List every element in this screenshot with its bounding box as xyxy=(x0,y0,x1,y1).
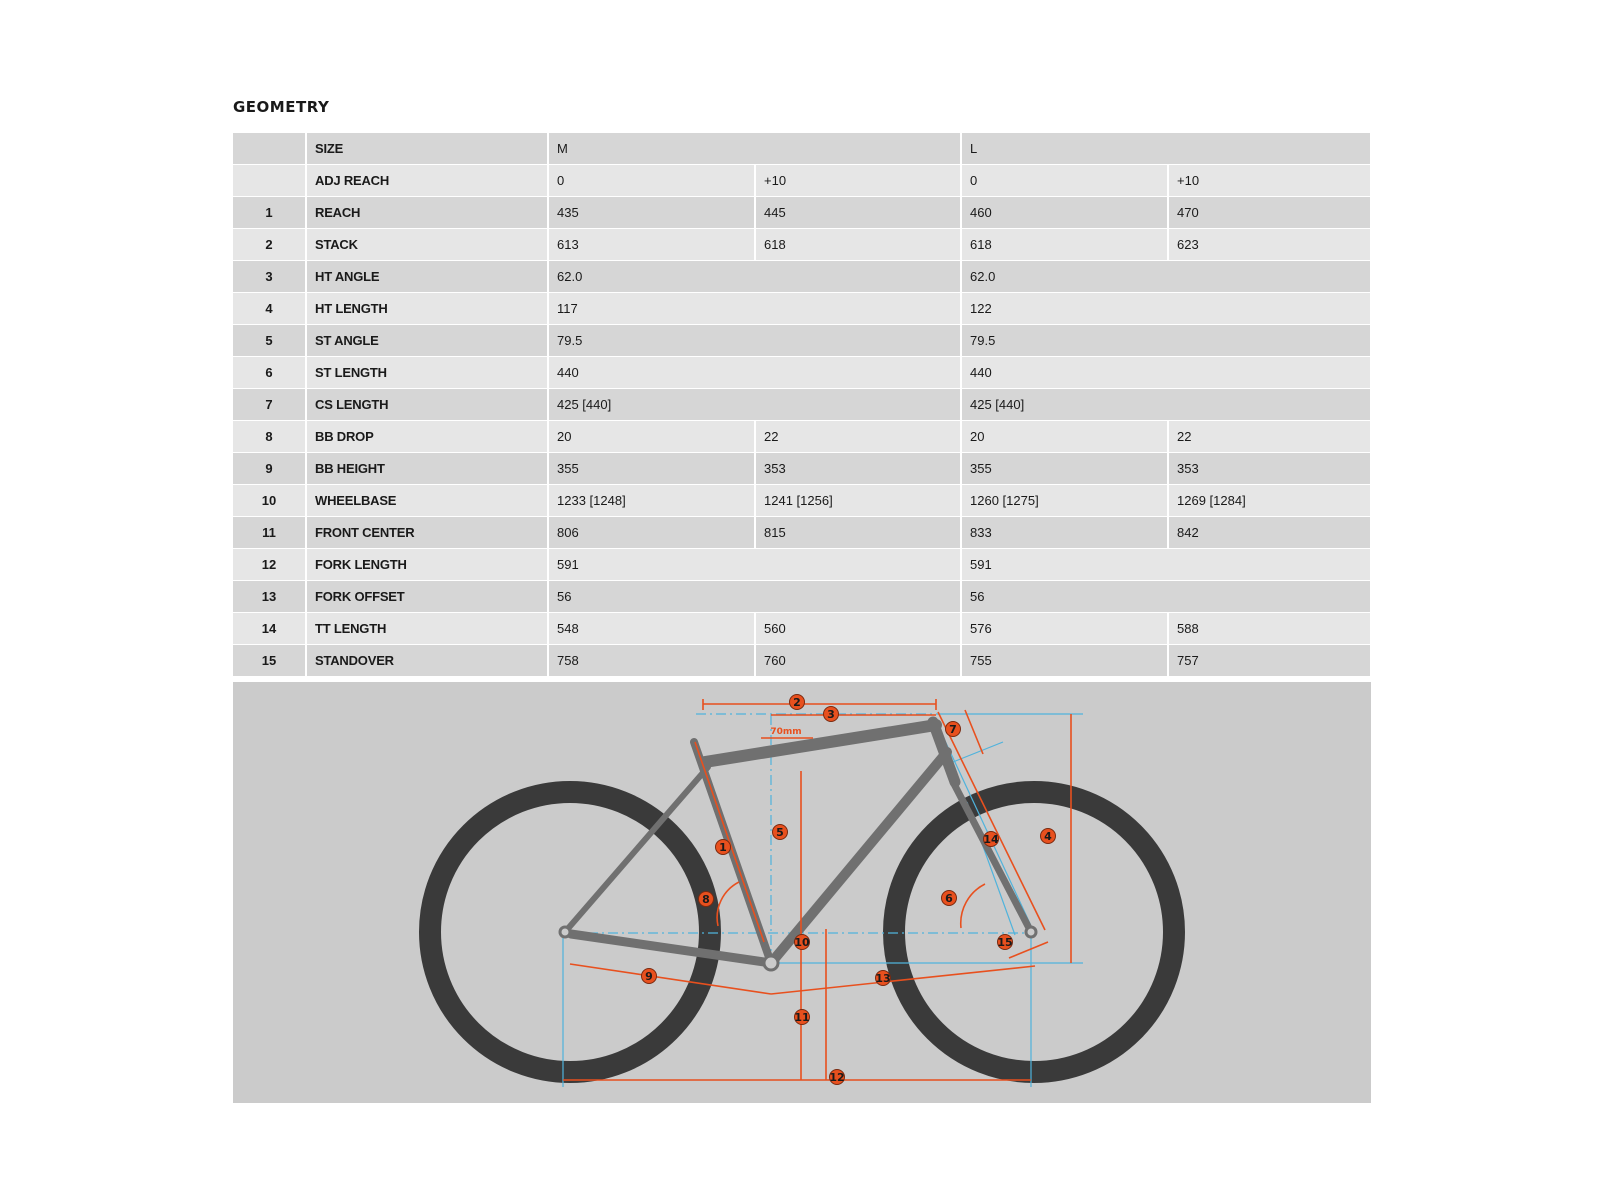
table-cell: 425 [440] xyxy=(961,389,1370,421)
table-cell: +10 xyxy=(755,165,961,197)
table-cell: 62.0 xyxy=(548,261,961,293)
marker-14 xyxy=(983,832,999,847)
table-cell: +10 xyxy=(1168,165,1370,197)
table-cell: 0 xyxy=(961,165,1168,197)
row-number: 3 xyxy=(233,261,306,293)
row-label: HT LENGTH xyxy=(306,293,548,325)
table-row xyxy=(233,581,1370,613)
row-number: 6 xyxy=(233,357,306,389)
marker-1 xyxy=(716,840,731,855)
marker-label: 14 xyxy=(983,833,999,846)
marker-label: 3 xyxy=(827,708,835,721)
table-cell: 56 xyxy=(961,581,1370,613)
row-label: FORK OFFSET xyxy=(306,581,548,613)
table-cell: 548 xyxy=(548,613,755,645)
row-label: TT LENGTH xyxy=(306,613,548,645)
marker-9 xyxy=(642,969,657,984)
table-cell: 588 xyxy=(1168,613,1370,645)
table-cell: 353 xyxy=(755,453,961,485)
row-label: FRONT CENTER xyxy=(306,517,548,549)
marker-6 xyxy=(942,891,957,906)
row-label: SIZE xyxy=(306,133,548,165)
table-cell: 460 xyxy=(961,197,1168,229)
table-row xyxy=(233,261,1370,293)
table-row xyxy=(233,229,1370,261)
row-label: STANDOVER xyxy=(306,645,548,677)
bottom-bracket xyxy=(764,956,778,970)
row-number: 8 xyxy=(233,421,306,453)
table-cell: 20 xyxy=(548,421,755,453)
table-row xyxy=(233,645,1370,677)
table-cell: 623 xyxy=(1168,229,1370,261)
row-number: 7 xyxy=(233,389,306,421)
table-cell: 1233 [1248] xyxy=(548,485,755,517)
marker-12 xyxy=(829,1070,844,1085)
table-cell: 760 xyxy=(755,645,961,677)
table-row xyxy=(233,485,1370,517)
row-number: 11 xyxy=(233,517,306,549)
row-label: BB HEIGHT xyxy=(306,453,548,485)
table-row xyxy=(233,549,1370,581)
table-cell: 122 xyxy=(961,293,1370,325)
table-cell: 435 xyxy=(548,197,755,229)
table-cell: 355 xyxy=(961,453,1168,485)
table-cell: 618 xyxy=(961,229,1168,261)
marker-5 xyxy=(773,825,788,840)
marker-label: 10 xyxy=(794,936,810,949)
marker-label: 7 xyxy=(949,723,957,736)
row-number xyxy=(233,133,306,165)
row-label: HT ANGLE xyxy=(306,261,548,293)
table-cell: 440 xyxy=(548,357,961,389)
table-row xyxy=(233,453,1370,485)
geometry-table xyxy=(233,133,1370,677)
table-cell: 22 xyxy=(1168,421,1370,453)
table-cell: 842 xyxy=(1168,517,1370,549)
table-cell: 833 xyxy=(961,517,1168,549)
front-axle xyxy=(1026,927,1036,937)
row-label: FORK LENGTH xyxy=(306,549,548,581)
row-label: STACK xyxy=(306,229,548,261)
table-cell: 62.0 xyxy=(961,261,1370,293)
table-cell: 1260 [1275] xyxy=(961,485,1168,517)
marker-label: 12 xyxy=(829,1071,845,1084)
table-row xyxy=(233,613,1370,645)
marker-label: 8 xyxy=(702,893,710,906)
marker-8 xyxy=(699,892,714,907)
table-cell: 576 xyxy=(961,613,1168,645)
marker-11 xyxy=(794,1010,809,1025)
row-label: ST ANGLE xyxy=(306,325,548,357)
table-row xyxy=(233,421,1370,453)
table-cell: 815 xyxy=(755,517,961,549)
marker-label: 15 xyxy=(997,936,1013,949)
table-row-adj-reach xyxy=(233,165,1370,197)
table-cell: 591 xyxy=(961,549,1370,581)
row-number: 2 xyxy=(233,229,306,261)
table-cell: 0 xyxy=(548,165,755,197)
row-number xyxy=(233,165,306,197)
table-cell: 22 xyxy=(755,421,961,453)
table-cell: 757 xyxy=(1168,645,1370,677)
table-cell: 117 xyxy=(548,293,961,325)
table-cell: 445 xyxy=(755,197,961,229)
row-label: WHEELBASE xyxy=(306,485,548,517)
table-cell: 755 xyxy=(961,645,1168,677)
row-number: 9 xyxy=(233,453,306,485)
table-cell: 806 xyxy=(548,517,755,549)
table-cell: 618 xyxy=(755,229,961,261)
row-label: REACH xyxy=(306,197,548,229)
size-l: L xyxy=(961,133,1370,165)
row-number: 15 xyxy=(233,645,306,677)
size-m: M xyxy=(548,133,961,165)
table-cell: 470 xyxy=(1168,197,1370,229)
marker-label: 13 xyxy=(875,972,891,985)
table-row xyxy=(233,197,1370,229)
table-row xyxy=(233,357,1370,389)
table-cell: 758 xyxy=(548,645,755,677)
row-label: CS LENGTH xyxy=(306,389,548,421)
marker-4 xyxy=(1041,829,1056,844)
table-cell: 79.5 xyxy=(548,325,961,357)
page-title: GEOMETRY xyxy=(233,98,330,116)
marker-label: 2 xyxy=(793,696,801,709)
table-row xyxy=(233,517,1370,549)
row-number: 4 xyxy=(233,293,306,325)
row-number: 5 xyxy=(233,325,306,357)
geometry-diagram xyxy=(233,682,1371,1103)
marker-3 xyxy=(824,707,839,722)
table-cell: 1241 [1256] xyxy=(755,485,961,517)
table-cell: 20 xyxy=(961,421,1168,453)
row-number: 13 xyxy=(233,581,306,613)
table-cell: 56 xyxy=(548,581,961,613)
table-cell: 353 xyxy=(1168,453,1370,485)
table-row xyxy=(233,293,1370,325)
marker-15 xyxy=(997,935,1012,950)
table-cell: 79.5 xyxy=(961,325,1370,357)
row-number: 1 xyxy=(233,197,306,229)
row-number: 14 xyxy=(233,613,306,645)
marker-10 xyxy=(794,935,810,950)
table-row xyxy=(233,389,1370,421)
row-label: ADJ REACH xyxy=(306,165,548,197)
table-cell: 613 xyxy=(548,229,755,261)
marker-label: 11 xyxy=(794,1011,810,1024)
marker-label: 5 xyxy=(776,826,784,839)
marker-13 xyxy=(875,971,890,986)
table-row-size xyxy=(233,133,1370,165)
row-label: BB DROP xyxy=(306,421,548,453)
table-cell: 1269 [1284] xyxy=(1168,485,1370,517)
marker-label: 1 xyxy=(719,841,727,854)
table-row xyxy=(233,325,1370,357)
row-number: 10 xyxy=(233,485,306,517)
marker-label: 4 xyxy=(1044,830,1052,843)
offset-label: 70mm xyxy=(770,727,802,737)
marker-2 xyxy=(790,695,805,710)
row-label: ST LENGTH xyxy=(306,357,548,389)
table-cell: 591 xyxy=(548,549,961,581)
measurement-lines xyxy=(563,699,1071,1080)
marker-7 xyxy=(946,722,961,737)
table-cell: 560 xyxy=(755,613,961,645)
rear-axle xyxy=(560,927,570,937)
marker-label: 9 xyxy=(645,970,653,983)
table-cell: 425 [440] xyxy=(548,389,961,421)
row-number: 12 xyxy=(233,549,306,581)
table-cell: 440 xyxy=(961,357,1370,389)
marker-label: 6 xyxy=(945,892,953,905)
table-cell: 355 xyxy=(548,453,755,485)
bike-geometry-illustration xyxy=(233,682,1371,1103)
